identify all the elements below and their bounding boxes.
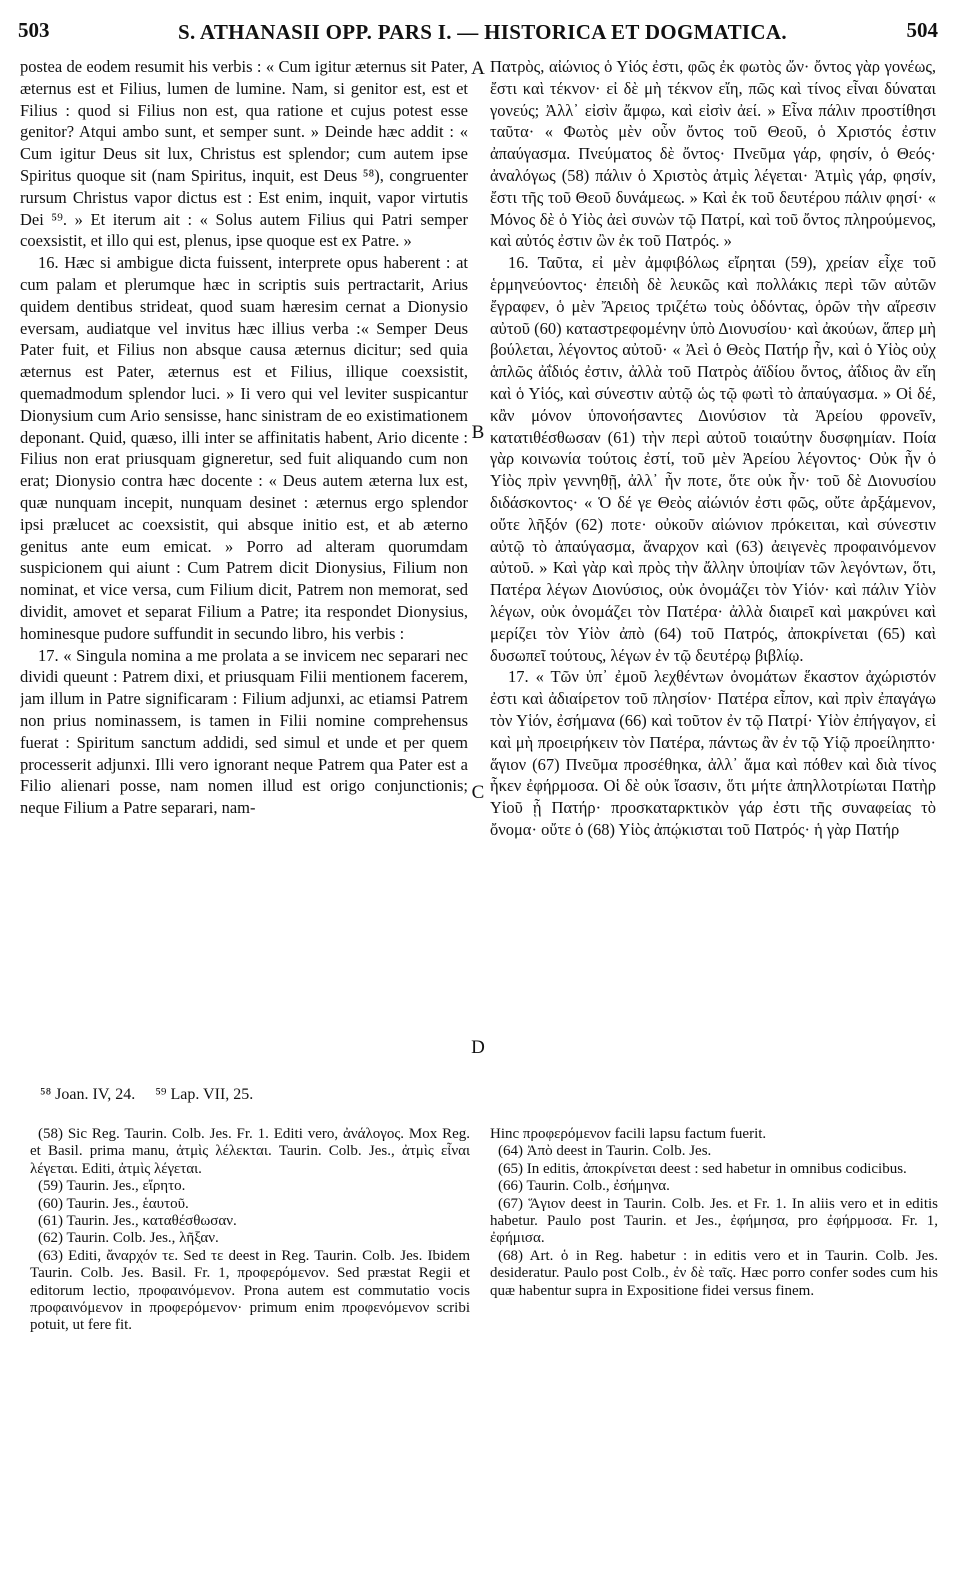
running-title: S. ATHANASII OPP. PARS I. — HISTORICA ET DOGMATICA.: [178, 20, 787, 44]
latin-paragraph: 17. « Singula nomina a me prolata a se invicem nec separari nec dividi queunt : Patrem dixi, et priusquam Filii mentionem facerem, jam illum in Patre significaram : Filium adjunxi, ac etiamsi Patrem non prius nominassem, is tamen in Filii nomine comprehensus fuerat : Spiritum sanctum addidi, sed simul et unde et per quem processerit adjunxi. Illi vero ignorant neque Patrem qua Pater est a Filio alienari posse, nam nomen illud est origo conjunctionis; neque Filium a Patre separari, nam-: [20, 645, 468, 818]
footnote: (60) Taurin. Jes., ἑαυτοῦ.: [38, 1195, 189, 1212]
greek-paragraph: Πατρὸς, αἰώνιος ὁ Υἱός ἐστι, φῶς ἐκ φωτὸς ὤν· ὄντος γὰρ γονέως, ἔστι καὶ τέκνον· εἰ δὲ μὴ τέκνον εἴη, πῶς καὶ τίνος εἶναι δύναται γονεύς; Ἀλλ᾽ εἰσὶν ἄμφω, καὶ εἰσὶν ἀεί. » Εἶνα πάλιν προστίθησι ταῦτα· « Φωτὸς μὲν οὖν ὄντος τοῦ Θεοῦ, ὁ Χριστός ἐστιν ἀπαύγασμα. Πνεύματος δὲ ὄντος· Πνεῦμα γάρ, φησίν, ὁ Θεός· ἀναλόγως (58) πάλιν ὁ Χριστὸς ἀτμὶς λέγεται· Ἀτμὶς γάρ, φησίν, ἔστι τῆς τοῦ Θεοῦ δυνάμεως. » Καὶ ἐκ τοῦ δευτέρου πάλιν φησί· « Μόνος δὲ ὁ Υἱὸς ἀεὶ συνὼν τῷ Πατρί, καὶ τοῦ ὄντος πληρούμενος, καὶ αὐτός ἐστιν ὢν ἐκ τοῦ Πατρός. »: [490, 57, 936, 251]
footnote: (68) Art. ὁ in Reg. habetur : in editis vero et in Taurin. Colb. Jes. desideratur. Paulo post Colb., ἐν δὲ ταῖς. Hæc porro confer sodes cum his quæ habentur supra in Expositione fidei versus finem.: [490, 1247, 938, 1299]
footnote: (61) Taurin. Jes., καταθέσθωσαν.: [38, 1213, 237, 1230]
greek-column: [490, 56, 936, 876]
footnote: (63) Editi, ἄναρχόν τε. Sed τε deest in Reg. Taurin. Colb. Jes. Ibidem Taurin. Colb. Jes. Basil. Fr. 1, προφερόμενον. Sed præstat Regii et editorum lectio, προφαινόμενον. Prona autem est commutatio vocis προφαινόμενον in προφερόμενον· primum enim προφενόμενον scribi potuit, ut fere fit.: [30, 1247, 470, 1334]
footnote: (67) Ἅγιον deest in Taurin. Colb. Jes. et Fr. 1. In aliis vero et in editis habetur. Paulo post Taurin. et Jes., ἐφήμησα, pro ἐφήρμοσα. Fr. 1, ἐφήμισα.: [490, 1195, 938, 1247]
latin-column: [20, 56, 468, 876]
reference-item: ⁵⁹ Lap. VII, 25.: [155, 1086, 254, 1103]
margin-marker-c: C: [471, 782, 485, 803]
margin-marker-b: B: [471, 422, 485, 443]
page-number-left: 503: [18, 18, 50, 42]
page-header: [18, 14, 938, 50]
page-number-right: 504: [906, 18, 938, 42]
reference-item: ⁵⁸ Joan. IV, 24.: [40, 1086, 136, 1103]
footnote: (64) Ἀπὸ deest in Taurin. Colb. Jes.: [498, 1143, 712, 1160]
footnotes-right: [490, 1126, 938, 1566]
margin-marker-a: A: [471, 58, 485, 79]
footnote: Hinc προφερόμενον facili lapsu factum fuerit.: [490, 1126, 767, 1142]
latin-paragraph: postea de eodem resumit his verbis : « Cum igitur æternus sit Pater, æternus est et Filius, lumen de lumine. Nam, si genitor est, est et Filius : quod si Filius non est, qua ratione et cujus potest esse genitor? Atqui ambo sunt, et semper sunt. » Deinde hæc addit : « Cum igitur Deus sit lux, Christus est splendor; cum autem ipse Spiritus quoque sit (nam Spiritus, inquit, est Deus ⁵⁸), congruenter rursum Christus vapor dictus est : Est enim, inquit, vapor virtutis Dei ⁵⁹. » Et iterum ait : « Solus autem Filius qui Patri semper coexsistit, et illo qui est, plenus, ipse quoque est ex Patre. »: [20, 57, 468, 251]
greek-paragraph: 16. Ταῦτα, εἰ μὲν ἀμφιβόλως εἴρηται (59), χρείαν εἶχε τοῦ ἑρμηνεύοντος· ἐπειδὴ δὲ λευκῶς καὶ πολλάκις περὶ τῶν αὐτῶν ἔγραφεν, ὁ μὲν Ἄρειος τριζέτω τοὺς ὀδόντας, ὁρῶν τὴν αἵρεσιν αὐτοῦ (60) καταστρεφομένην ὑπὸ Διονυσίου· καὶ ἀκούων, ἅπερ μὴ βούλεται, λέγοντος αὐτοῦ· « Ἀεὶ ὁ Θεὸς Πατήρ ἦν, καὶ ὁ Υἱὸς οὐχ ἁπλῶς ἀΐδιός ἐστιν, ἀλλὰ τοῦ Πατρὸς ἀϊδίου ὄντος, ἀΐδιος ἂν εἴη καὶ ὁ Υἱός, καὶ σύνεστιν αὐτῷ ὡς τῷ φωτὶ τὸ ἀπαύγασμα. » Οἱ δέ, κἂν μόνον ὑπονοήσαντες Διονύσιον τὰ Ἀρείου φρονεῖν, κατατιθέσθωσαν (61) τὴν περὶ αὐτοῦ τοιαύτην δυσφημίαν. Ποία γὰρ κοινωνία τούτοις ἐστί, τοῦ μὲν Ἀρείου λέγοντος· Οὐκ ἦν ὁ Υἱὸς πρὶν γεννηθῇ, ἀλλ᾽ ἦν ποτε, ὅτε οὐκ ἦν· τοῦ δὲ Διονυσίου διδάσκοντος· « Ὁ δέ γε Θεὸς αἰώνιόν ἐστι φῶς, οὔτε ἀρξάμενον, οὔτε λῆξόν (62) ποτε· οὐκοῦν αἰώνιον πρόκειται, καὶ σύνεστιν αὐτῷ τὸ ἀπαύγασμα, ἄναρχον καὶ (63) ἀειγενὲς προφαινόμενον αὐτοῦ. » Καὶ γὰρ καὶ πρὸς τὴν ἄλλην ὑποψίαν τῶν λεγόντων, ὅτι, Πατέρα λέγων Διονύσιος, οὐκ ὀνομάζει τὸν Υἱόν· καὶ πάλιν Υἱὸν λέγων, οὐκ ὀνομάζει τὸν Πατέρα· ἀλλὰ διαιρεῖ καὶ μακρύνει καὶ μερίζει τὸν Υἱὸν ἀπὸ (64) τοῦ Πατρός, ἀποκρίνεται (65) καὶ δυσωπεῖ τούτους, λέγων ἐν τῷ δευτέρῳ βιβλίῳ.: [490, 253, 936, 665]
scripture-references: [40, 1086, 540, 1104]
footnote: (58) Sic Reg. Taurin. Colb. Jes. Fr. 1. Editi vero, ἀνάλογος. Mox Reg. et Basil. prima manu, ἀτμὶς λέλεκται. Taurin. Colb. Jes., ἀτμὶς εἶναι λέγεται. Editi, ἀτμὶς λέγεται.: [30, 1126, 470, 1177]
footnote: (66) Taurin. Colb., ἐσήμηνα.: [498, 1178, 670, 1195]
footnotes-left: [30, 1126, 470, 1566]
margin-marker-d: D: [471, 1037, 485, 1058]
footnote: (59) Taurin. Jes., εἴρητο.: [38, 1178, 186, 1195]
greek-paragraph: 17. « Τῶν ὑπ᾽ ἐμοῦ λεχθέντων ὀνομάτων ἕκαστον ἀχώριστόν ἐστι καὶ ἀδιαίρετον τοῦ πλησίον· Πατέρα εἶπον, καὶ πρὶν ἐπαγάγω τὸν Υἱόν, ἐσήμανα (66) καὶ τοῦτον ἐν τῷ Πατρί· Υἱὸν ἐπήγαγον, εἰ καὶ μὴ προειρήκειν τὸν Πατέρα, πάντως ἂν ἐν τῷ Υἱῷ προείληπτο· ἅγιον (67) Πνεῦμα προσέθηκα, ἀλλ᾽ ἅμα καὶ πόθεν καὶ διὰ τίνος ἧκεν ἐφήρμοσα. Οἱ δὲ οὐκ ἴσασιν, ὅτι μήτε ἀπηλλοτρίωται Πατὴρ Υἱοῦ ᾗ Πατήρ· προσκαταρκτικὸν γάρ ἐστι τῆς συναφείας τὸ ὄνομα· οὔτε ὁ (68) Υἱὸς ἀπῴκισται τοῦ Πατρός· ἡ γὰρ Πατήρ: [490, 667, 936, 839]
footnote: (62) Taurin. Colb. Jes., λῆξαν.: [38, 1230, 219, 1247]
latin-paragraph: 16. Hæc si ambigue dicta fuissent, interprete opus haberent : at cum palam et plerumque hæc in scriptis suis pertractarit, Arius quidem dentibus strideat, quod suam hæresim cernat a Dionysio eversam, audiatque vel invitus hæc illius verba :« Semper Deus Pater fuit, et Filius non absque causa æternus dicitur; sed quia æternus est Pater, æternus est et Filius, illique coexsistit, quemadmodum splendor luci. » Ii vero qui vel leviter suspicantur Dionysium cum Ario sensisse, hanc sinistram de eo existimationem deponant. Quid, quæso, illi inter se affinitatis habent, Ario dicente : Filius non erat priusquam gigneretur, sed fuit aliquando cum non erat; Dionysio contra hæc docente : « Deus autem æterna lux est, quæ nunquam incepit, nunquam desinet : æternus ergo splendor ipsi prælucet ac coexsistit, qui absque initio est, et ab æterno genitus ante eum emicat. » Porro ad alteram quorumdam suspicionem qui aiunt : Cum Patrem dicit Dionysius, Filium non nominat, et vice versa, cum Filium dicit, Patrem non memorat, sed dividit, amovet et separat Filium a Patre; ita respondet Dionysius, hominesque pudore suffundit in secundo libro, his verbis :: [20, 253, 468, 643]
footnote: (65) In editis, ἀποκρίνεται deest : sed habetur in omnibus codicibus.: [498, 1160, 907, 1177]
